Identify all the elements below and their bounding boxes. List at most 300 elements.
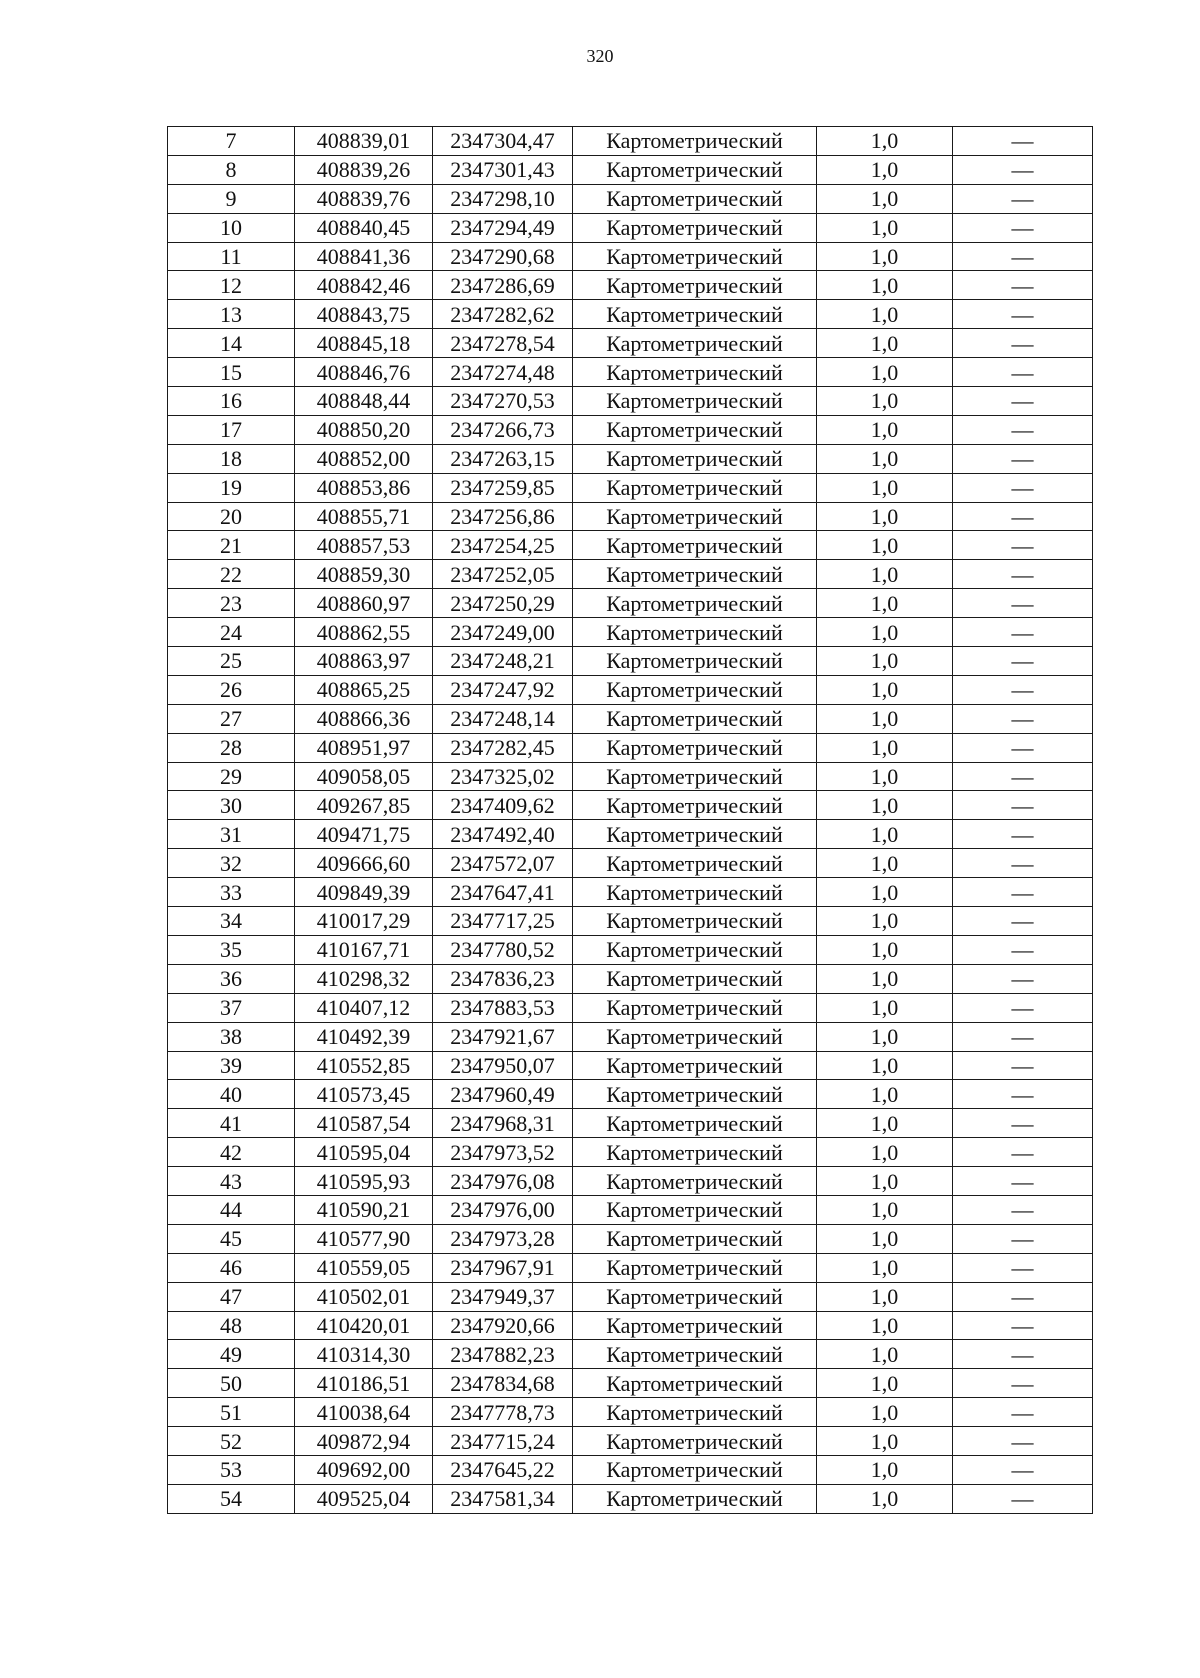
x-coordinate-cell: 409872,94 bbox=[295, 1427, 433, 1456]
method-cell: Картометрический bbox=[573, 184, 817, 213]
x-coordinate-cell: 409471,75 bbox=[295, 820, 433, 849]
accuracy-cell: 1,0 bbox=[817, 993, 953, 1022]
x-coordinate-cell: 408853,86 bbox=[295, 473, 433, 502]
x-coordinate-cell: 410407,12 bbox=[295, 993, 433, 1022]
method-cell: Картометрический bbox=[573, 878, 817, 907]
y-coordinate-cell: 2347304,47 bbox=[433, 127, 573, 156]
table-row bbox=[168, 531, 1093, 560]
accuracy-cell: 1,0 bbox=[817, 733, 953, 762]
y-coordinate-cell: 2347645,22 bbox=[433, 1455, 573, 1484]
table-row bbox=[168, 1311, 1093, 1340]
x-coordinate-cell: 410552,85 bbox=[295, 1051, 433, 1080]
accuracy-cell: 1,0 bbox=[817, 935, 953, 964]
y-coordinate-cell: 2347883,53 bbox=[433, 993, 573, 1022]
method-cell: Картометрический bbox=[573, 1455, 817, 1484]
x-coordinate-cell: 408855,71 bbox=[295, 502, 433, 531]
point-number-cell: 47 bbox=[168, 1282, 295, 1311]
description-cell: — bbox=[953, 1484, 1093, 1513]
description-cell: — bbox=[953, 704, 1093, 733]
x-coordinate-cell: 410298,32 bbox=[295, 964, 433, 993]
point-number-cell: 24 bbox=[168, 618, 295, 647]
accuracy-cell: 1,0 bbox=[817, 1427, 953, 1456]
table-row bbox=[168, 329, 1093, 358]
table-row bbox=[168, 473, 1093, 502]
description-cell: — bbox=[953, 791, 1093, 820]
description-cell: — bbox=[953, 213, 1093, 242]
description-cell: — bbox=[953, 1167, 1093, 1196]
y-coordinate-cell: 2347834,68 bbox=[433, 1369, 573, 1398]
method-cell: Картометрический bbox=[573, 473, 817, 502]
y-coordinate-cell: 2347325,02 bbox=[433, 762, 573, 791]
table-row bbox=[168, 1109, 1093, 1138]
description-cell: — bbox=[953, 647, 1093, 676]
description-cell: — bbox=[953, 618, 1093, 647]
accuracy-cell: 1,0 bbox=[817, 675, 953, 704]
method-cell: Картометрический bbox=[573, 907, 817, 936]
table-row bbox=[168, 878, 1093, 907]
x-coordinate-cell: 408839,26 bbox=[295, 155, 433, 184]
x-coordinate-cell: 410017,29 bbox=[295, 907, 433, 936]
description-cell: — bbox=[953, 1080, 1093, 1109]
table-row bbox=[168, 1195, 1093, 1224]
point-number-cell: 31 bbox=[168, 820, 295, 849]
method-cell: Картометрический bbox=[573, 1195, 817, 1224]
table-row bbox=[168, 1138, 1093, 1167]
point-number-cell: 28 bbox=[168, 733, 295, 762]
table-row bbox=[168, 1282, 1093, 1311]
y-coordinate-cell: 2347282,45 bbox=[433, 733, 573, 762]
table-row bbox=[168, 1224, 1093, 1253]
table-row bbox=[168, 1455, 1093, 1484]
y-coordinate-cell: 2347920,66 bbox=[433, 1311, 573, 1340]
point-number-cell: 27 bbox=[168, 704, 295, 733]
accuracy-cell: 1,0 bbox=[817, 415, 953, 444]
point-number-cell: 25 bbox=[168, 647, 295, 676]
y-coordinate-cell: 2347967,91 bbox=[433, 1253, 573, 1282]
y-coordinate-cell: 2347294,49 bbox=[433, 213, 573, 242]
y-coordinate-cell: 2347973,28 bbox=[433, 1224, 573, 1253]
point-number-cell: 30 bbox=[168, 791, 295, 820]
description-cell: — bbox=[953, 184, 1093, 213]
accuracy-cell: 1,0 bbox=[817, 589, 953, 618]
method-cell: Картометрический bbox=[573, 329, 817, 358]
description-cell: — bbox=[953, 1369, 1093, 1398]
method-cell: Картометрический bbox=[573, 531, 817, 560]
x-coordinate-cell: 410186,51 bbox=[295, 1369, 433, 1398]
table-row bbox=[168, 242, 1093, 271]
method-cell: Картометрический bbox=[573, 1051, 817, 1080]
accuracy-cell: 1,0 bbox=[817, 618, 953, 647]
y-coordinate-cell: 2347254,25 bbox=[433, 531, 573, 560]
accuracy-cell: 1,0 bbox=[817, 502, 953, 531]
x-coordinate-cell: 408842,46 bbox=[295, 271, 433, 300]
y-coordinate-cell: 2347882,23 bbox=[433, 1340, 573, 1369]
table-row bbox=[168, 993, 1093, 1022]
x-coordinate-cell: 410314,30 bbox=[295, 1340, 433, 1369]
x-coordinate-cell: 408840,45 bbox=[295, 213, 433, 242]
description-cell: — bbox=[953, 1340, 1093, 1369]
x-coordinate-cell: 409525,04 bbox=[295, 1484, 433, 1513]
table-row bbox=[168, 647, 1093, 676]
point-number-cell: 49 bbox=[168, 1340, 295, 1369]
description-cell: — bbox=[953, 1455, 1093, 1484]
accuracy-cell: 1,0 bbox=[817, 329, 953, 358]
x-coordinate-cell: 409666,60 bbox=[295, 849, 433, 878]
method-cell: Картометрический bbox=[573, 733, 817, 762]
accuracy-cell: 1,0 bbox=[817, 531, 953, 560]
method-cell: Картометрический bbox=[573, 762, 817, 791]
method-cell: Картометрический bbox=[573, 1427, 817, 1456]
y-coordinate-cell: 2347976,00 bbox=[433, 1195, 573, 1224]
accuracy-cell: 1,0 bbox=[817, 387, 953, 416]
point-number-cell: 44 bbox=[168, 1195, 295, 1224]
point-number-cell: 14 bbox=[168, 329, 295, 358]
method-cell: Картометрический bbox=[573, 155, 817, 184]
point-number-cell: 19 bbox=[168, 473, 295, 502]
description-cell: — bbox=[953, 473, 1093, 502]
method-cell: Картометрический bbox=[573, 589, 817, 618]
y-coordinate-cell: 2347252,05 bbox=[433, 560, 573, 589]
method-cell: Картометрический bbox=[573, 415, 817, 444]
description-cell: — bbox=[953, 127, 1093, 156]
y-coordinate-cell: 2347572,07 bbox=[433, 849, 573, 878]
description-cell: — bbox=[953, 444, 1093, 473]
point-number-cell: 45 bbox=[168, 1224, 295, 1253]
y-coordinate-cell: 2347780,52 bbox=[433, 935, 573, 964]
x-coordinate-cell: 409267,85 bbox=[295, 791, 433, 820]
method-cell: Картометрический bbox=[573, 502, 817, 531]
accuracy-cell: 1,0 bbox=[817, 213, 953, 242]
description-cell: — bbox=[953, 675, 1093, 704]
table-row bbox=[168, 560, 1093, 589]
x-coordinate-cell: 408839,76 bbox=[295, 184, 433, 213]
point-number-cell: 12 bbox=[168, 271, 295, 300]
table-row bbox=[168, 1253, 1093, 1282]
accuracy-cell: 1,0 bbox=[817, 1195, 953, 1224]
method-cell: Картометрический bbox=[573, 1282, 817, 1311]
x-coordinate-cell: 410590,21 bbox=[295, 1195, 433, 1224]
point-number-cell: 40 bbox=[168, 1080, 295, 1109]
x-coordinate-cell: 410420,01 bbox=[295, 1311, 433, 1340]
y-coordinate-cell: 2347250,29 bbox=[433, 589, 573, 618]
y-coordinate-cell: 2347492,40 bbox=[433, 820, 573, 849]
description-cell: — bbox=[953, 415, 1093, 444]
method-cell: Картометрический bbox=[573, 849, 817, 878]
method-cell: Картометрический bbox=[573, 704, 817, 733]
accuracy-cell: 1,0 bbox=[817, 1138, 953, 1167]
method-cell: Картометрический bbox=[573, 387, 817, 416]
x-coordinate-cell: 410595,93 bbox=[295, 1167, 433, 1196]
accuracy-cell: 1,0 bbox=[817, 242, 953, 271]
x-coordinate-cell: 408857,53 bbox=[295, 531, 433, 560]
accuracy-cell: 1,0 bbox=[817, 1253, 953, 1282]
x-coordinate-cell: 408863,97 bbox=[295, 647, 433, 676]
table-row bbox=[168, 358, 1093, 387]
method-cell: Картометрический bbox=[573, 1398, 817, 1427]
method-cell: Картометрический bbox=[573, 647, 817, 676]
table-row bbox=[168, 1427, 1093, 1456]
point-number-cell: 15 bbox=[168, 358, 295, 387]
table-row bbox=[168, 155, 1093, 184]
point-number-cell: 32 bbox=[168, 849, 295, 878]
accuracy-cell: 1,0 bbox=[817, 358, 953, 387]
accuracy-cell: 1,0 bbox=[817, 473, 953, 502]
description-cell: — bbox=[953, 820, 1093, 849]
accuracy-cell: 1,0 bbox=[817, 907, 953, 936]
point-number-cell: 21 bbox=[168, 531, 295, 560]
point-number-cell: 53 bbox=[168, 1455, 295, 1484]
x-coordinate-cell: 408860,97 bbox=[295, 589, 433, 618]
description-cell: — bbox=[953, 155, 1093, 184]
x-coordinate-cell: 410577,90 bbox=[295, 1224, 433, 1253]
accuracy-cell: 1,0 bbox=[817, 1167, 953, 1196]
point-number-cell: 33 bbox=[168, 878, 295, 907]
y-coordinate-cell: 2347968,31 bbox=[433, 1109, 573, 1138]
point-number-cell: 36 bbox=[168, 964, 295, 993]
x-coordinate-cell: 410587,54 bbox=[295, 1109, 433, 1138]
table-row bbox=[168, 762, 1093, 791]
y-coordinate-cell: 2347950,07 bbox=[433, 1051, 573, 1080]
method-cell: Картометрический bbox=[573, 213, 817, 242]
table-row bbox=[168, 127, 1093, 156]
point-number-cell: 8 bbox=[168, 155, 295, 184]
point-number-cell: 13 bbox=[168, 300, 295, 329]
table-row bbox=[168, 675, 1093, 704]
y-coordinate-cell: 2347259,85 bbox=[433, 473, 573, 502]
y-coordinate-cell: 2347976,08 bbox=[433, 1167, 573, 1196]
point-number-cell: 52 bbox=[168, 1427, 295, 1456]
method-cell: Картометрический bbox=[573, 1311, 817, 1340]
y-coordinate-cell: 2347247,92 bbox=[433, 675, 573, 704]
accuracy-cell: 1,0 bbox=[817, 560, 953, 589]
x-coordinate-cell: 408848,44 bbox=[295, 387, 433, 416]
accuracy-cell: 1,0 bbox=[817, 762, 953, 791]
y-coordinate-cell: 2347973,52 bbox=[433, 1138, 573, 1167]
accuracy-cell: 1,0 bbox=[817, 1282, 953, 1311]
accuracy-cell: 1,0 bbox=[817, 155, 953, 184]
table-row bbox=[168, 1369, 1093, 1398]
accuracy-cell: 1,0 bbox=[817, 1022, 953, 1051]
point-number-cell: 48 bbox=[168, 1311, 295, 1340]
x-coordinate-cell: 408841,36 bbox=[295, 242, 433, 271]
table-row bbox=[168, 820, 1093, 849]
accuracy-cell: 1,0 bbox=[817, 1311, 953, 1340]
point-number-cell: 41 bbox=[168, 1109, 295, 1138]
accuracy-cell: 1,0 bbox=[817, 1109, 953, 1138]
method-cell: Картометрический bbox=[573, 1253, 817, 1282]
method-cell: Картометрический bbox=[573, 444, 817, 473]
y-coordinate-cell: 2347248,21 bbox=[433, 647, 573, 676]
y-coordinate-cell: 2347921,67 bbox=[433, 1022, 573, 1051]
description-cell: — bbox=[953, 387, 1093, 416]
description-cell: — bbox=[953, 242, 1093, 271]
method-cell: Картометрический bbox=[573, 618, 817, 647]
accuracy-cell: 1,0 bbox=[817, 849, 953, 878]
table-row bbox=[168, 907, 1093, 936]
method-cell: Картометрический bbox=[573, 675, 817, 704]
description-cell: — bbox=[953, 560, 1093, 589]
description-cell: — bbox=[953, 1224, 1093, 1253]
y-coordinate-cell: 2347717,25 bbox=[433, 907, 573, 936]
description-cell: — bbox=[953, 935, 1093, 964]
table-row bbox=[168, 502, 1093, 531]
table-row bbox=[168, 1398, 1093, 1427]
table-row bbox=[168, 849, 1093, 878]
method-cell: Картометрический bbox=[573, 1224, 817, 1253]
accuracy-cell: 1,0 bbox=[817, 1369, 953, 1398]
method-cell: Картометрический bbox=[573, 358, 817, 387]
accuracy-cell: 1,0 bbox=[817, 1080, 953, 1109]
y-coordinate-cell: 2347278,54 bbox=[433, 329, 573, 358]
table-row bbox=[168, 733, 1093, 762]
point-number-cell: 46 bbox=[168, 1253, 295, 1282]
method-cell: Картометрический bbox=[573, 300, 817, 329]
method-cell: Картометрический bbox=[573, 242, 817, 271]
point-number-cell: 37 bbox=[168, 993, 295, 1022]
x-coordinate-cell: 408845,18 bbox=[295, 329, 433, 358]
y-coordinate-cell: 2347836,23 bbox=[433, 964, 573, 993]
point-number-cell: 22 bbox=[168, 560, 295, 589]
method-cell: Картометрический bbox=[573, 820, 817, 849]
accuracy-cell: 1,0 bbox=[817, 300, 953, 329]
table-row bbox=[168, 300, 1093, 329]
table-row bbox=[168, 964, 1093, 993]
method-cell: Картометрический bbox=[573, 560, 817, 589]
page-number: 320 bbox=[586, 46, 614, 66]
table-row bbox=[168, 1080, 1093, 1109]
accuracy-cell: 1,0 bbox=[817, 444, 953, 473]
y-coordinate-cell: 2347270,53 bbox=[433, 387, 573, 416]
description-cell: — bbox=[953, 1051, 1093, 1080]
x-coordinate-cell: 408852,00 bbox=[295, 444, 433, 473]
method-cell: Картометрический bbox=[573, 935, 817, 964]
accuracy-cell: 1,0 bbox=[817, 820, 953, 849]
description-cell: — bbox=[953, 1282, 1093, 1311]
method-cell: Картометрический bbox=[573, 964, 817, 993]
y-coordinate-cell: 2347778,73 bbox=[433, 1398, 573, 1427]
description-cell: — bbox=[953, 1022, 1093, 1051]
method-cell: Картометрический bbox=[573, 127, 817, 156]
x-coordinate-cell: 409692,00 bbox=[295, 1455, 433, 1484]
table-row bbox=[168, 935, 1093, 964]
point-number-cell: 11 bbox=[168, 242, 295, 271]
point-number-cell: 23 bbox=[168, 589, 295, 618]
y-coordinate-cell: 2347274,48 bbox=[433, 358, 573, 387]
point-number-cell: 51 bbox=[168, 1398, 295, 1427]
y-coordinate-cell: 2347248,14 bbox=[433, 704, 573, 733]
table-row bbox=[168, 387, 1093, 416]
description-cell: — bbox=[953, 1398, 1093, 1427]
table-row bbox=[168, 213, 1093, 242]
x-coordinate-cell: 410573,45 bbox=[295, 1080, 433, 1109]
method-cell: Картометрический bbox=[573, 1109, 817, 1138]
x-coordinate-cell: 408862,55 bbox=[295, 618, 433, 647]
x-coordinate-cell: 410595,04 bbox=[295, 1138, 433, 1167]
x-coordinate-cell: 408850,20 bbox=[295, 415, 433, 444]
table-row bbox=[168, 271, 1093, 300]
description-cell: — bbox=[953, 1311, 1093, 1340]
point-number-cell: 39 bbox=[168, 1051, 295, 1080]
x-coordinate-cell: 408866,36 bbox=[295, 704, 433, 733]
coordinates-table-body bbox=[168, 127, 1093, 1514]
point-number-cell: 43 bbox=[168, 1167, 295, 1196]
table-row bbox=[168, 589, 1093, 618]
y-coordinate-cell: 2347286,69 bbox=[433, 271, 573, 300]
table-row bbox=[168, 1340, 1093, 1369]
description-cell: — bbox=[953, 849, 1093, 878]
point-number-cell: 26 bbox=[168, 675, 295, 704]
x-coordinate-cell: 410492,39 bbox=[295, 1022, 433, 1051]
point-number-cell: 34 bbox=[168, 907, 295, 936]
x-coordinate-cell: 409058,05 bbox=[295, 762, 433, 791]
y-coordinate-cell: 2347409,62 bbox=[433, 791, 573, 820]
point-number-cell: 7 bbox=[168, 127, 295, 156]
description-cell: — bbox=[953, 1253, 1093, 1282]
description-cell: — bbox=[953, 358, 1093, 387]
table-row bbox=[168, 791, 1093, 820]
description-cell: — bbox=[953, 733, 1093, 762]
point-number-cell: 16 bbox=[168, 387, 295, 416]
description-cell: — bbox=[953, 1427, 1093, 1456]
method-cell: Картометрический bbox=[573, 1484, 817, 1513]
y-coordinate-cell: 2347282,62 bbox=[433, 300, 573, 329]
x-coordinate-cell: 408951,97 bbox=[295, 733, 433, 762]
point-number-cell: 20 bbox=[168, 502, 295, 531]
method-cell: Картометрический bbox=[573, 791, 817, 820]
description-cell: — bbox=[953, 1195, 1093, 1224]
table-row bbox=[168, 184, 1093, 213]
description-cell: — bbox=[953, 878, 1093, 907]
method-cell: Картометрический bbox=[573, 1022, 817, 1051]
y-coordinate-cell: 2347715,24 bbox=[433, 1427, 573, 1456]
table-row bbox=[168, 415, 1093, 444]
description-cell: — bbox=[953, 907, 1093, 936]
x-coordinate-cell: 410038,64 bbox=[295, 1398, 433, 1427]
accuracy-cell: 1,0 bbox=[817, 1455, 953, 1484]
accuracy-cell: 1,0 bbox=[817, 271, 953, 300]
method-cell: Картометрический bbox=[573, 1340, 817, 1369]
accuracy-cell: 1,0 bbox=[817, 791, 953, 820]
table-row bbox=[168, 704, 1093, 733]
x-coordinate-cell: 410502,01 bbox=[295, 1282, 433, 1311]
y-coordinate-cell: 2347301,43 bbox=[433, 155, 573, 184]
x-coordinate-cell: 408846,76 bbox=[295, 358, 433, 387]
y-coordinate-cell: 2347290,68 bbox=[433, 242, 573, 271]
accuracy-cell: 1,0 bbox=[817, 127, 953, 156]
y-coordinate-cell: 2347256,86 bbox=[433, 502, 573, 531]
point-number-cell: 42 bbox=[168, 1138, 295, 1167]
x-coordinate-cell: 408859,30 bbox=[295, 560, 433, 589]
y-coordinate-cell: 2347581,34 bbox=[433, 1484, 573, 1513]
accuracy-cell: 1,0 bbox=[817, 964, 953, 993]
y-coordinate-cell: 2347249,00 bbox=[433, 618, 573, 647]
method-cell: Картометрический bbox=[573, 1138, 817, 1167]
point-number-cell: 18 bbox=[168, 444, 295, 473]
description-cell: — bbox=[953, 329, 1093, 358]
method-cell: Картометрический bbox=[573, 1369, 817, 1398]
coordinates-table bbox=[167, 126, 1093, 1514]
table-row bbox=[168, 1022, 1093, 1051]
method-cell: Картометрический bbox=[573, 1080, 817, 1109]
description-cell: — bbox=[953, 271, 1093, 300]
accuracy-cell: 1,0 bbox=[817, 704, 953, 733]
x-coordinate-cell: 408865,25 bbox=[295, 675, 433, 704]
description-cell: — bbox=[953, 964, 1093, 993]
table-row bbox=[168, 1167, 1093, 1196]
method-cell: Картометрический bbox=[573, 271, 817, 300]
x-coordinate-cell: 410167,71 bbox=[295, 935, 433, 964]
table-row bbox=[168, 1484, 1093, 1513]
